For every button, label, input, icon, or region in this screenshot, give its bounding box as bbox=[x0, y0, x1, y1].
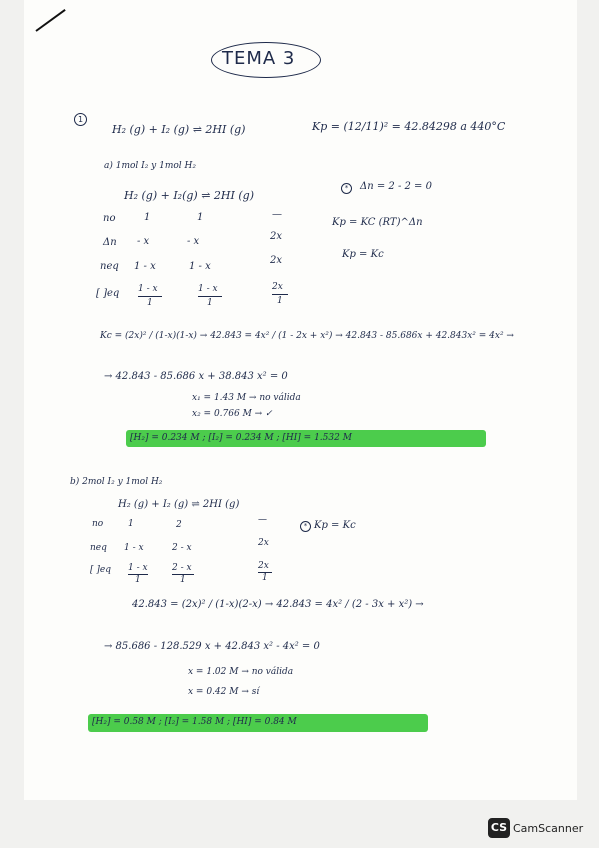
a-row-label: no bbox=[103, 213, 116, 224]
part-a-delta-n: Δn = 2 - 2 = 0 bbox=[360, 181, 432, 192]
a-cell: 2x bbox=[272, 282, 283, 292]
a-row-label: [ ]eq bbox=[96, 288, 120, 299]
part-a-star-icon: * bbox=[341, 183, 352, 194]
camscanner-logo-icon: CS bbox=[488, 818, 510, 838]
page-title: TEMA 3 bbox=[222, 48, 296, 69]
part-a-kp-eq: Kp = Kc bbox=[342, 249, 384, 260]
a-cell: 1 bbox=[277, 296, 283, 306]
part-b-star-icon: * bbox=[300, 521, 311, 532]
b-cell: 2 bbox=[176, 520, 182, 530]
a-row-label: Δn bbox=[103, 237, 117, 248]
a-cell: 1 bbox=[144, 212, 151, 223]
problem-number: 1 bbox=[74, 113, 87, 126]
part-b-quadratic: → 85.686 - 128.529 x + 42.843 x² - 4x² = 0 bbox=[104, 641, 320, 652]
a-cell: 1 - x bbox=[198, 284, 218, 294]
b-cell: 1 bbox=[128, 519, 134, 529]
b-cell: 1 - x bbox=[128, 563, 148, 573]
b-row-label: [ ]eq bbox=[90, 565, 111, 575]
b-cell: 2 - x bbox=[172, 543, 192, 553]
header-kp: Kp = (12/11)² = 42.84298 a 440°C bbox=[312, 120, 506, 133]
a-cell: 1 - x bbox=[189, 261, 211, 272]
a-cell: 1 - x bbox=[138, 284, 158, 294]
b-cell: 2x bbox=[258, 538, 269, 548]
b-cell: 1 bbox=[135, 575, 141, 585]
part-b-result: [H₂] = 0.58 M ; [I₂] = 1.58 M ; [HI] = 0.84 M bbox=[92, 717, 297, 727]
part-a-reaction: H₂ (g) + I₂(g) ⇌ 2HI (g) bbox=[124, 189, 254, 202]
a-cell: 2x bbox=[270, 255, 283, 266]
part-b-reaction: H₂ (g) + I₂ (g) ⇌ 2HI (g) bbox=[118, 499, 240, 510]
part-a-kc-line: Kc = (2x)² / (1-x)(1-x) → 42.843 = 4x² / (1 - 2x + x²) → 42.843 - 85.686x + 42.843x² = 4x² → bbox=[100, 331, 514, 341]
part-b-kp-eq: Kp = Kc bbox=[314, 520, 356, 531]
a-cell: - x bbox=[187, 236, 200, 247]
b-row-label: no bbox=[92, 519, 104, 529]
b-cell: — bbox=[258, 515, 267, 525]
a-cell: - x bbox=[137, 236, 150, 247]
b-cell: 1 bbox=[180, 575, 186, 585]
a-cell: — bbox=[272, 209, 282, 220]
a-cell: 1 bbox=[207, 298, 213, 308]
a-cell: 1 bbox=[147, 298, 153, 308]
part-b-label: b) 2mol I₂ y 1mol H₂ bbox=[70, 477, 163, 487]
b-row-label: neq bbox=[90, 543, 107, 553]
part-a-result: [H₂] = 0.234 M ; [I₂] = 0.234 M ; [HI] = 1.532 M bbox=[130, 433, 352, 443]
b-cell: 1 bbox=[262, 573, 268, 583]
a-cell: 2x bbox=[270, 231, 283, 242]
a-row-label: neq bbox=[100, 261, 119, 272]
a-cell: 1 bbox=[197, 212, 204, 223]
camscanner-brand: CamScanner bbox=[513, 822, 584, 835]
part-a-quadratic: → 42.843 - 85.686 x + 38.843 x² = 0 bbox=[104, 371, 288, 382]
part-a-x1: x₁ = 1.43 M → no válida bbox=[192, 393, 301, 403]
part-b-kc-line: 42.843 = (2x)² / (1-x)(2-x) → 42.843 = 4x² / (2 - 3x + x²) → bbox=[132, 599, 424, 610]
a-cell: 1 - x bbox=[134, 261, 156, 272]
part-b-x1: x = 1.02 M → no válida bbox=[188, 667, 294, 677]
part-b-x2: x = 0.42 M → sí bbox=[188, 687, 260, 697]
part-a-kp-kc: Kp = KC (RT)^Δn bbox=[332, 217, 423, 228]
header-reaction: H₂ (g) + I₂ (g) ⇌ 2HI (g) bbox=[112, 123, 246, 136]
part-a-label: a) 1mol I₂ y 1mol H₂ bbox=[104, 161, 196, 171]
b-cell: 2 - x bbox=[172, 563, 192, 573]
b-cell: 2x bbox=[258, 561, 269, 571]
part-a-x2: x₂ = 0.766 M → ✓ bbox=[192, 409, 273, 419]
b-cell: 1 - x bbox=[124, 543, 144, 553]
